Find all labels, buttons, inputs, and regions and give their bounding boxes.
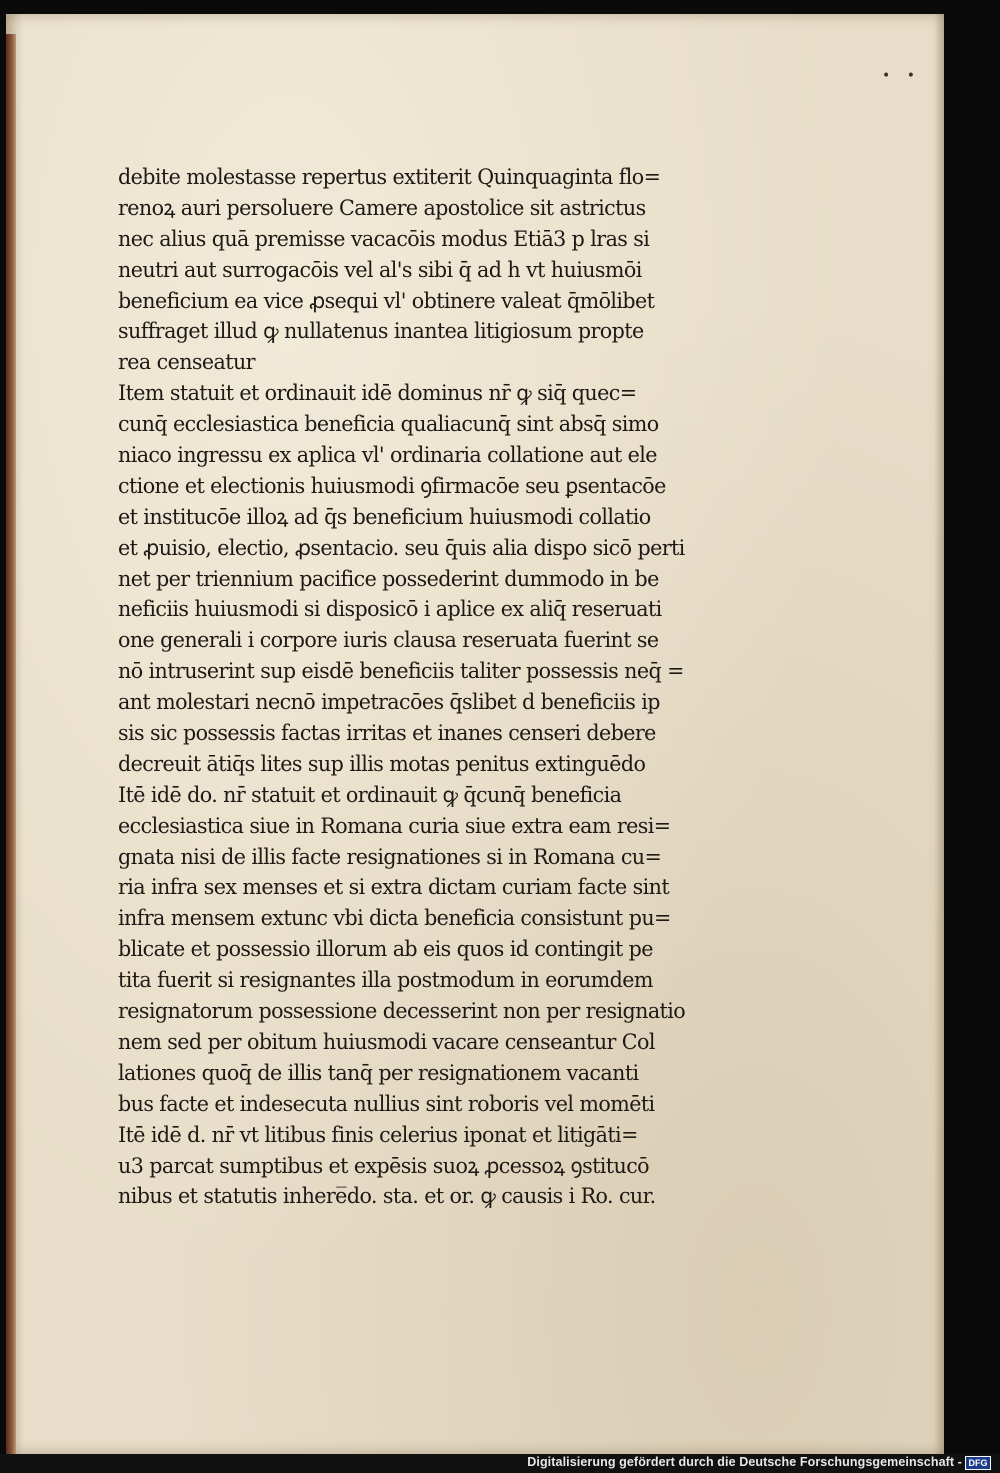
text-line: ecclesiastica siue in Romana curia siue extra eam resi= <box>118 813 671 838</box>
text-line: suffraget illud ꝙ nullatenus inantea litigiosum propte <box>118 319 644 344</box>
text-line: nem sed per obitum huiusmodi vacare censeantur Col <box>118 1029 655 1054</box>
text-line: renoꝝ auri persoluere Camere apostolice sit astrictus <box>118 195 646 220</box>
text-line: nibus et statutis inhere̅do. sta. et or. ꝙ causis i Ro. cur. <box>118 1184 656 1209</box>
text-line: rea censeatur <box>118 350 255 375</box>
text-line: nec alius quā premisse vacacōis modus Etiā3 p lras si <box>118 226 650 251</box>
text-line: niaco ingressu ex aplica vl' ordinaria collatione aut ele <box>118 443 657 468</box>
text-line: beneficium ea vice ꝓsequi vl' obtinere valeat q̄mōlibet <box>118 288 655 313</box>
text-line: neutri aut surrogacōis vel al's sibi q̄ ad h vt huiusmōi <box>118 257 642 282</box>
text-line: infra mensem extunc vbi dicta beneficia consistunt pu= <box>118 906 671 931</box>
text-line: resignatorum possessione decesserint non per resignatio <box>118 999 686 1024</box>
text-line: cunq̄ ecclesiastica beneficia qualiacunq̄ sint absq̄ simo <box>118 412 659 437</box>
text-line: u3 parcat sumptibus et expēsis suoꝝ ꝓcessoꝝ ꝯstitucō <box>118 1153 650 1178</box>
text-line: one generali i corpore iuris clausa reseruata fuerint se <box>118 628 659 653</box>
text-line: Itē idē do. nr̄ statuit et ordinauit ꝙ q̄cunq̄ beneficia <box>118 782 622 807</box>
text-line: sis sic possessis factas irritas et inanes censeri debere <box>118 721 656 746</box>
text-line: et ꝓuisio, electio, ꝓsentacio. seu q̄uis alia dispo sicō perti <box>118 535 685 560</box>
text-line: gnata nisi de illis facte resignationes si in Romana cu= <box>118 844 662 869</box>
text-line: debite molestasse repertus extiterit Quinquaginta flo= <box>118 165 661 189</box>
text-line: nō intruserint sup eisdē beneficiis taliter possessis neq̄ = <box>118 659 684 684</box>
corner-mark: • • <box>882 68 921 84</box>
text-line: decreuit ātiq̄s lites sup illis motas penitus extinguēdo <box>118 751 646 776</box>
text-line: net per triennium pacifice possederint dummodo in be <box>118 566 659 591</box>
text-line: et institucōe illoꝝ ad q̄s beneficium huiusmodi collatio <box>118 504 651 529</box>
text-line: lationes quoq̄ de illis tanq̄ per resignationem vacanti <box>118 1060 639 1085</box>
text-line: blicate et possessio illorum ab eis quos id contingit pe <box>118 937 653 962</box>
text-line: bus facte et indesecuta nullius sint roboris vel momēti <box>118 1091 655 1116</box>
digitization-credit: Digitalisierung gefördert durch die Deutsche Forschungsgemeinschaft - <box>527 1455 962 1469</box>
dfg-logo: DFG <box>965 1456 991 1470</box>
text-line: Item statuit et ordinauit idē dominus nr̄ ꝙ siq̄ quec= <box>118 381 637 406</box>
text-line: neficiis huiusmodi si disposicō i aplice ex aliq̄ reseruati <box>118 597 662 622</box>
text-line: ctione et electionis huiusmodi ꝯfirmacōe seu ꝑsentacōe <box>118 473 666 498</box>
text-line: tita fuerit si resignantes illa postmodum in eorumdem <box>118 968 653 993</box>
text-line: ria infra sex menses et si extra dictam curiam facte sint <box>118 875 670 900</box>
book-page <box>6 14 944 1454</box>
text-line: Itē idē d. nr̄ vt litibus finis celerius iponat et litigāti= <box>118 1122 638 1147</box>
text-block <box>118 162 718 1212</box>
text-line: ant molestari necnō impetracōes q̄slibet d beneficiis ip <box>118 690 660 715</box>
binding-edge <box>6 34 16 1454</box>
